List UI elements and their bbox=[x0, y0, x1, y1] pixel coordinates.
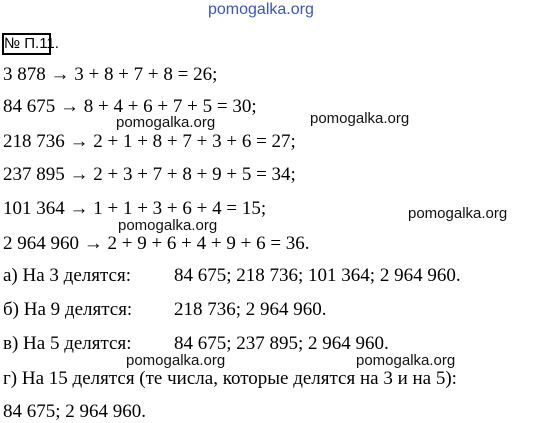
digit-sum-line-5: 101 364 → 1 + 1 + 3 + 6 + 4 = 15; bbox=[3, 198, 267, 219]
watermark-inline: pomogalka.org bbox=[408, 205, 508, 222]
watermark-inline: pomogalka.org bbox=[310, 110, 410, 127]
digit-sum-line-6: 2 964 960 → 2 + 9 + 6 + 4 + 9 + 6 = 36. bbox=[3, 233, 310, 254]
answer-c bbox=[3, 333, 533, 355]
answer-a-values: 84 675; 218 736; 101 364; 2 964 960. bbox=[174, 265, 461, 286]
digit-sum-line-2: 84 675 → 8 + 4 + 6 + 7 + 5 = 30; bbox=[3, 96, 257, 117]
answer-b bbox=[3, 299, 533, 321]
answer-b-label: б) На 9 делятся: bbox=[3, 299, 133, 320]
answer-a-label: а) На 3 делятся: bbox=[3, 265, 131, 286]
watermark-inline: pomogalka.org bbox=[116, 114, 216, 131]
task-number-label: № П.11. bbox=[2, 33, 51, 55]
digit-sum-line-4: 237 895 → 2 + 3 + 7 + 8 + 9 + 5 = 34; bbox=[3, 164, 296, 185]
answer-a bbox=[3, 265, 533, 287]
answer-c-values: 84 675; 237 895; 2 964 960. bbox=[174, 333, 389, 354]
watermark-inline: pomogalka.org bbox=[356, 352, 456, 369]
answer-c-label: в) На 5 делятся: bbox=[3, 333, 132, 354]
watermark-inline: pomogalka.org bbox=[126, 352, 226, 369]
answer-d: г) На 15 делятся (те числа, которые делятся на 3 и на 5): bbox=[3, 368, 457, 389]
watermark-inline: pomogalka.org bbox=[118, 217, 218, 234]
answer-d-values: 84 675; 2 964 960. bbox=[3, 401, 147, 422]
digit-sum-line-1: 3 878 → 3 + 8 + 7 + 8 = 26; bbox=[3, 64, 218, 85]
answer-b-values: 218 736; 2 964 960. bbox=[174, 299, 327, 320]
digit-sum-line-3: 218 736 → 2 + 1 + 8 + 7 + 3 + 6 = 27; bbox=[3, 131, 296, 152]
watermark-top: pomogalka.org bbox=[208, 1, 314, 18]
